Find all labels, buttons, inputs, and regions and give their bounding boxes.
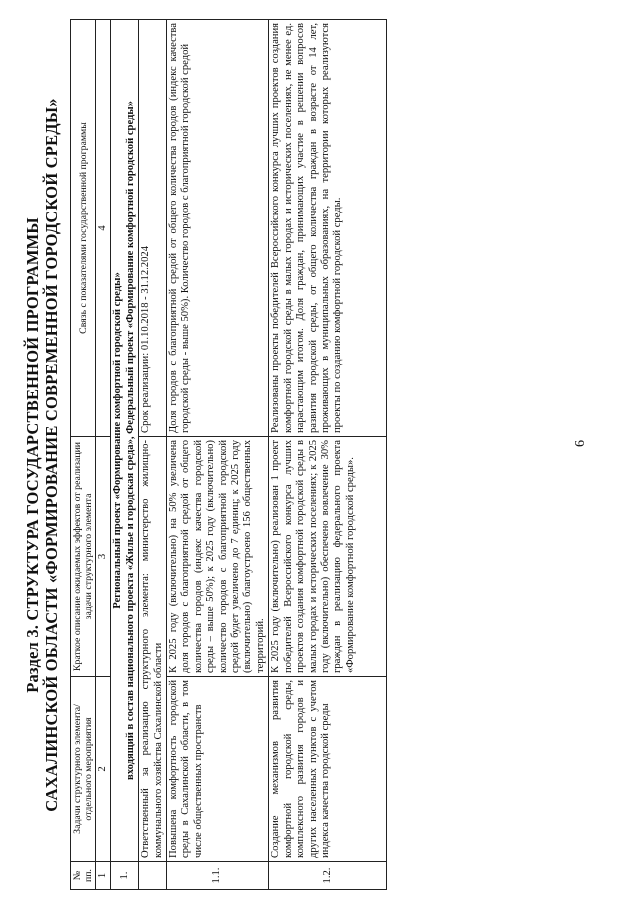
header-row	[71, 20, 96, 890]
section-title-line-2: входящий в состав национального проекта «Жилье и городская среда», Федеральный проект «Формирование комфортной городской среды»	[124, 101, 136, 780]
col-number-1: 1	[96, 862, 111, 890]
header-task: Задачи структурного элемента/ отдельного мероприятия	[71, 677, 96, 862]
row-number: 1.2.	[269, 862, 387, 890]
section-title-line-1: Региональный проект «Формирование комфортной городской среды»	[112, 272, 124, 609]
col-number-4: 4	[96, 20, 111, 437]
row-link: Доля городов с благоприятной средой от общего количества городов (индекс качества городской среды - выше 50%). Количество городов с благоприятной городской средой	[167, 20, 269, 437]
table-row	[167, 20, 269, 890]
row-number: 1.1.	[167, 862, 269, 890]
structure-table	[70, 19, 387, 890]
row-task: Повышена комфортность городской среды в Сахалинской области, в том числе общественных пространств	[167, 677, 269, 862]
page-number: 6	[573, 440, 588, 447]
period-text: Срок реализации: 01.10.2018 - 31.12.2024	[139, 20, 167, 437]
header-link: Связь с показателями государственной программы	[71, 20, 96, 437]
row-link: Реализованы проекты победителей Всероссийского конкурса лучших проектов создания комфортной городской среды в малых городах и исторических поселениях, не менее ед. нарастающим итогом. Доля граждан, принимающих участие в решении вопросов развития городской среды, от общего количества граждан в возрасте от 14 лет, проживающих в муниципальных образованиях, на территории которых реализуются проекты по созданию комфортной городской среды.	[269, 20, 387, 437]
rotated-page-content	[18, 20, 613, 890]
responsible-empty-cell	[139, 862, 167, 890]
responsible-row	[139, 20, 167, 890]
section-title	[111, 20, 139, 862]
col-number-3: 3	[96, 437, 111, 677]
col-number-2: 2	[96, 677, 111, 862]
responsible-text: Ответственный за реализацию структурного элемента: министерство жилищно-коммунального хозяйства Сахалинской области	[139, 437, 167, 862]
section-number: 1.	[111, 862, 139, 890]
section-row	[111, 20, 139, 890]
title-line-2: САХАЛИНСКОЙ ОБЛАСТИ «ФОРМИРОВАНИЕ СОВРЕМЕННОЙ ГОРОДСКОЙ СРЕДЫ»	[42, 98, 61, 812]
table-row	[269, 20, 387, 890]
row-task: Создание механизмов развития комфортной городской среды, комплексного развития городов и других населенных пунктов с учетом индекса качества городской среды	[269, 677, 387, 862]
row-effect: К 2025 году (включительно) на 50% увеличена доля городов с благоприятной средой от общего количества городов (индекс качества городской среды – выше 50%); к 2025 году (включительно) количество городов с благоприятной городской средой будет увеличено до 7 единиц; к 2025 году (включительно) благоустроено 156 общественных территорий.	[167, 437, 269, 677]
header-num: № пп.	[71, 862, 96, 890]
row-effect: К 2025 году (включительно) реализован 1 проект победителей Всероссийского конкурса лучших проектов создания комфортной городской среды в малых городах и исторических поселениях; к 2025 году (включительно) обеспечено вовлечение 30% граждан в реализацию федерального проекта «Формирование комфортной городской среды».	[269, 437, 387, 677]
title-line-1: Раздел 3. СТРУКТУРА ГОСУДАРСТВЕННОЙ ПРОГРАММЫ	[23, 217, 42, 693]
document-title	[23, 20, 61, 890]
header-effect: Краткое описание ожидаемых эффектов от реализации задачи структурного элемента	[71, 437, 96, 677]
column-number-row	[96, 20, 111, 890]
